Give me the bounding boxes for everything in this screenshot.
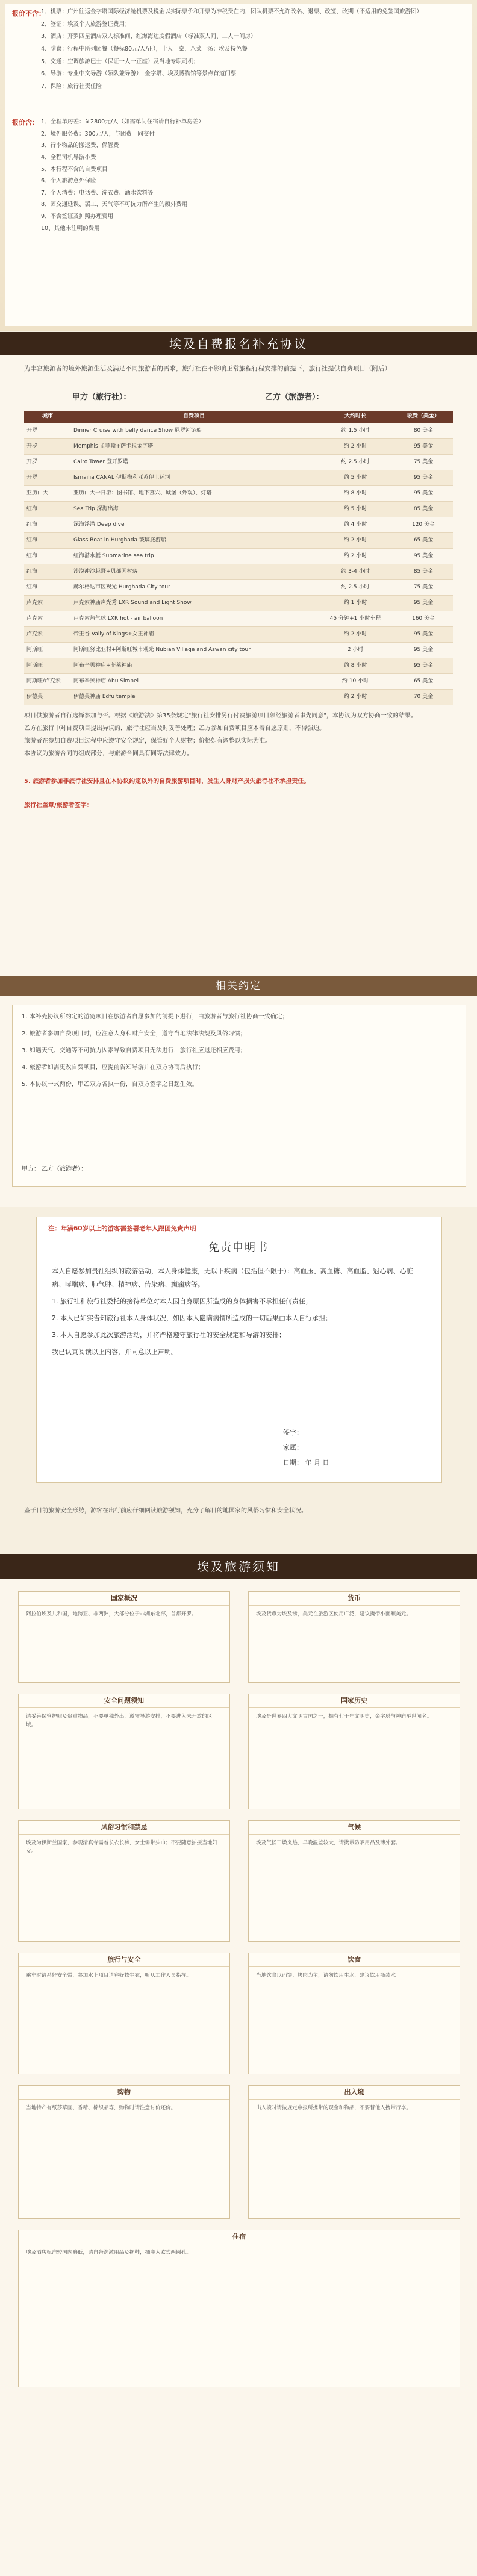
guide-section: [0, 1579, 477, 2576]
table-cell: 约 2.5 小时: [317, 455, 394, 470]
guide-card-title: 气候: [249, 1821, 460, 1835]
fee-item: 5、本行程不含的自费项目: [41, 166, 108, 173]
party-b: 乙方（旅游者）：: [265, 391, 414, 404]
table-cell: 帝王谷 Vally of Kings+女王神庙: [71, 627, 317, 643]
exclusion-item: 5、交通：空调旅游巴士（保证一人一正座）及当地专职司机；: [41, 58, 199, 65]
table-cell: 约 5 小时: [317, 470, 394, 486]
agreement-sign: 甲方： 乙方（旅游者）：: [22, 1166, 87, 1173]
table-row: [24, 690, 453, 705]
guide-card-text: 埃及是世界四大文明古国之一，拥有七千年文明史，金字塔与神庙举世闻名。: [256, 1714, 432, 1720]
table-cell: 亚历山大一日游：图书馆、地下墓穴、城堡（外观）、灯塔: [71, 486, 317, 502]
guide-card-title: 购物: [19, 2086, 229, 2100]
waiver-title: 免责申明书: [208, 1241, 269, 1254]
guide-card-title: 货币: [249, 1592, 460, 1606]
table-cell: 阿布辛贝神庙 Abu Simbel: [71, 674, 317, 690]
guide-card: [248, 1591, 460, 1683]
supplement-term: 项目供旅游者自行选择参加与否。根据《旅游法》第35条规定"旅行社安排另行付费旅游项目须经旅游者事先同意"，本协议为双方协商一致的结果。: [24, 713, 417, 719]
table-cell: Ismailia CANAL 伊斯梅利亚苏伊士运河: [71, 470, 317, 486]
table-cell: Memphis 孟菲斯+萨卡拉金字塔: [71, 439, 317, 455]
guide-card: [248, 2085, 460, 2219]
table-cell: 红海: [24, 517, 71, 533]
table-cell: 65 美金: [394, 533, 453, 549]
fee-item: 3、行李物品的搬运费、保管费: [41, 142, 119, 149]
table-cell: 约 4 小时: [317, 517, 394, 533]
fee-item: 4、全程司机导游小费: [41, 154, 96, 161]
table-cell: Glass Boat in Hurghada 玻璃底游船: [71, 533, 317, 549]
table-cell: 阿斯旺: [24, 658, 71, 674]
guide-card-title: 出入境: [249, 2086, 460, 2100]
table-cell: 95 美金: [394, 439, 453, 455]
table-row: [24, 580, 453, 596]
table-cell: 阿斯旺努比亚村+阿斯旺城市观光 Nubian Village and Aswan city tour: [71, 643, 317, 658]
table-row: [24, 549, 453, 564]
fee-item: 7、个人消费：电话费、洗衣费、酒水饮料等: [41, 189, 154, 196]
guide-card-title: 国家历史: [249, 1694, 460, 1708]
table-cell: 120 美金: [394, 517, 453, 533]
guide-card: [18, 1694, 230, 1809]
table-row: [24, 455, 453, 470]
table-cell: 85 美金: [394, 502, 453, 517]
table-header: 大约时长: [317, 411, 394, 423]
waiver-notice: 注：年满60岁以上的游客需签署老年人跟团免责声明: [48, 1225, 196, 1232]
table-cell: 沙漠冲沙越野+贝都因村落: [71, 564, 317, 580]
exclusion-item: 2、签证：埃及个人旅游签证费用；: [41, 20, 131, 28]
guide-card-text: 埃及为伊斯兰国家，参观清真寺需着长衣长裤，女士需带头巾；不要随意拍摄当地妇女。: [26, 1840, 217, 1854]
table-cell: 约 2 小时: [317, 549, 394, 564]
table-cell: 95 美金: [394, 643, 453, 658]
table-cell: 阿斯旺: [24, 643, 71, 658]
guide-card-text: 埃及气候干燥炎热，早晚温差较大，请携带防晒用品及薄外套。: [256, 1840, 401, 1846]
table-header: 收费（美金）: [394, 411, 453, 423]
exclusion-item: 6、导游：专业中文导游（领队兼导游），金字塔、埃及博物馆等景点首道门票: [41, 70, 237, 78]
guide-card: [18, 1591, 230, 1683]
supplement-section: [0, 355, 477, 976]
table-cell: 伊德芙: [24, 690, 71, 705]
agreement-section: [0, 996, 477, 1207]
table-row: [24, 596, 453, 611]
table-row: [24, 439, 453, 455]
table-row: [24, 627, 453, 643]
waiver-family: 家属：: [283, 1444, 303, 1452]
fee-item: 10、其他未注明的费用: [41, 225, 100, 232]
agreement-item: 5. 本协议一式两份，甲乙双方各执一份，自双方签字之日起生效。: [22, 1081, 198, 1088]
supplement-terms: [24, 711, 453, 761]
waiver-item: 本人自愿参加贵社组织的旅游活动，本人身体健康，无以下疾病（包括但不限于）：高血压、高血糖、高血脂、冠心病、心脏病、哮喘病、肺气肿、精神病、传染病、癫痫病等。: [52, 1267, 413, 1288]
supplement-term: 旅游者在参加自费项目过程中应遵守安全规定，保管好个人财物；价格如有调整以实际为准。: [24, 738, 271, 744]
table-cell: 约 2 小时: [317, 627, 394, 643]
table-row: [24, 564, 453, 580]
guide-title: 埃及旅游须知: [197, 1559, 280, 1574]
table-cell: Dinner Cruise with belly dance Show 尼罗河游船: [71, 423, 317, 439]
table-header: 城市: [24, 411, 71, 423]
exclusions-list: [41, 7, 463, 94]
guide-card: [248, 1953, 460, 2074]
table-cell: 75 美金: [394, 580, 453, 596]
table-header: 自费项目: [71, 411, 317, 423]
table-cell: 约 2.5 小时: [317, 580, 394, 596]
guide-card-text: 阿拉伯埃及共和国，地跨亚、非两洲，大部分位于非洲东北部，首都开罗。: [26, 1611, 197, 1617]
table-row: [24, 470, 453, 486]
agreement-item: 3. 如遇天气、交通等不可抗力因素导致自费项目无法进行，旅行社应退还相应费用；: [22, 1047, 246, 1054]
guide-card-title: 住宿: [19, 2230, 460, 2244]
guide-card-text: 请妥善保管护照及贵重物品，不要单独外出，遵守导游安排，不要进入未开放的区域。: [26, 1714, 213, 1728]
notice-note: 鉴于目前旅游安全形势，游客在出行前应仔细阅读旅游须知，充分了解目的地国家的风俗习惯和安全状况。: [24, 1508, 307, 1514]
table-cell: 约 1 小时: [317, 596, 394, 611]
fee-item: 8、因交通延误、罢工、天气等不可抗力所产生的额外费用: [41, 201, 188, 208]
fee-item: 6、个人旅游意外保险: [41, 178, 96, 185]
supplement-term: 本协议为旅游合同的组成部分，与旅游合同具有同等法律效力。: [24, 750, 193, 757]
table-cell: 约 1.5 小时: [317, 423, 394, 439]
supplement-banner: [0, 332, 477, 355]
table-cell: 深海浮潜 Deep dive: [71, 517, 317, 533]
exclusions-label: 报价不含：: [12, 10, 45, 17]
table-cell: 伊德芙神庙 Edfu temple: [71, 690, 317, 705]
agreement-banner: [0, 976, 477, 996]
guide-card-text: 埃及货币为埃及镑，美元在旅游区使用广泛，建议携带小面额美元。: [256, 1611, 411, 1617]
exclusion-item: 7、保险：旅行社责任险: [41, 83, 102, 90]
table-cell: 2 小时: [317, 643, 394, 658]
guide-card-title: 国家概况: [19, 1592, 229, 1606]
table-cell: 95 美金: [394, 486, 453, 502]
supplement-title: 埃及自费报名补充协议: [169, 337, 308, 351]
table-cell: 开罗: [24, 423, 71, 439]
table-cell: 45 分钟+1 小时车程: [317, 611, 394, 627]
guide-card-title: 旅行与安全: [19, 1953, 229, 1967]
table-cell: 阿斯旺/卢克索: [24, 674, 71, 690]
agreement-item: 2. 旅游者参加自费项目时，应注意人身和财产安全，遵守当地法律法规及风俗习惯；: [22, 1031, 246, 1037]
table-cell: 65 美金: [394, 674, 453, 690]
waiver-item: 2. 本人已如实告知旅行社本人身体状况，如因本人隐瞒病情所造成的一切后果由本人自行承担；: [52, 1314, 332, 1322]
table-cell: 70 美金: [394, 690, 453, 705]
waiver-item: 3. 本人自愿参加此次旅游活动，并将严格遵守旅行社的安全规定和导游的安排；: [52, 1331, 285, 1339]
guide-card-text: 出入境时请按规定申报所携带的现金和物品，不要替他人携带行李。: [256, 2105, 411, 2111]
fee-item: 9、不含签证及护照办理费用: [41, 213, 114, 220]
table-cell: 红海: [24, 564, 71, 580]
fees-section: [0, 0, 477, 331]
waiver-date: 日期： 年 月 日: [283, 1459, 329, 1467]
table-cell: 约 3-4 小时: [317, 564, 394, 580]
guide-card: [18, 1820, 230, 1942]
table-cell: 阿布辛贝神庙+菲莱神庙: [71, 658, 317, 674]
table-row: [24, 611, 453, 627]
table-cell: 95 美金: [394, 627, 453, 643]
guide-card-title: 饮食: [249, 1953, 460, 1967]
waiver-sign: 签字：: [283, 1429, 303, 1436]
table-row: [24, 423, 453, 439]
table-row: [24, 674, 453, 690]
table-cell: Sea Trip 深海出海: [71, 502, 317, 517]
table-row: [24, 486, 453, 502]
table-cell: 95 美金: [394, 549, 453, 564]
table-cell: 约 2 小时: [317, 533, 394, 549]
table-row: [24, 643, 453, 658]
fee-item: 2、境外服务费：300元/人，与团费一同交付: [41, 130, 155, 137]
exclusion-item: 3、酒店：开罗四星酒店双人标准间、红海海边度假酒店（标准双人间、二人一间房）: [41, 33, 257, 40]
party-a: 甲方（旅行社）：: [72, 391, 222, 404]
supplement-sign: 旅行社盖章/旅游者签字：: [24, 802, 93, 809]
guide-card: [18, 2230, 460, 2387]
table-cell: 红海: [24, 549, 71, 564]
waiver-item: 我已认真阅读以上内容，并同意以上声明。: [52, 1348, 178, 1356]
waiver-list: [52, 1265, 425, 1362]
table-cell: 卢克索: [24, 627, 71, 643]
table-cell: 75 美金: [394, 455, 453, 470]
table-row: [24, 517, 453, 533]
table-cell: 红海潜水艇 Submarine sea trip: [71, 549, 317, 564]
guide-card-text: 当地特产有纸莎草画、香精、棉织品等，购物时请注意讨价还价。: [26, 2105, 176, 2111]
exclusion-item: 1、机票：广州往返金字塔国际经济舱机票及税金以实际票价和开票为准税费在内，团队机票不允许改名、退票、改签、改期（不适用的免签国旅游团）: [41, 8, 423, 15]
guide-card-text: 当地饮食以面饼、烤肉为主，请勿饮用生水，建议饮用瓶装水。: [256, 1973, 401, 1979]
agreement-item: 4. 旅游者如需更改自费项目，应提前告知导游并在双方协商后执行；: [22, 1064, 204, 1071]
table-cell: 约 8 小时: [317, 658, 394, 674]
guide-card: [18, 2085, 230, 2219]
table-cell: 红海: [24, 580, 71, 596]
table-cell: 开罗: [24, 470, 71, 486]
exclusion-item: 4、膳食：行程中所列团餐（餐标80元/人/正），十人一桌，八菜一汤；埃及特色餐: [41, 45, 248, 52]
table-cell: 卢克索热气球 LXR hot - air balloon: [71, 611, 317, 627]
table-cell: 红海: [24, 502, 71, 517]
table-cell: 85 美金: [394, 564, 453, 580]
fee-item: 1、全程单房差：￥2800元/人（如需单间住宿请自行补单房差）: [41, 119, 204, 125]
agreement-title: 相关约定: [216, 980, 261, 992]
supplement-term: 乙方在旅行中对自费项目提出异议的，旅行社应当及时妥善处理；乙方参加自费项目应本着自愿原则，不得强迫。: [24, 725, 325, 732]
table-cell: 80 美金: [394, 423, 453, 439]
table-cell: 95 美金: [394, 596, 453, 611]
agreement-list: [22, 1012, 455, 1096]
guide-card-title: 安全问题须知: [19, 1694, 229, 1708]
supplement-intro: 为丰富旅游者的境外旅游生活及满足不同旅游者的需求，旅行社在不影响正常旅程行程安排的前提下，旅行社提供自费项目（附后）: [24, 365, 391, 372]
waiver-item: 1. 旅行社和旅行社委托的接待单位对本人因自身原因所造成的身体损害不承担任何责任；: [52, 1297, 312, 1305]
table-cell: 约 2 小时: [317, 439, 394, 455]
table-cell: 亚历山大: [24, 486, 71, 502]
guide-card: [18, 1953, 230, 2074]
guide-card-title: 风俗习惯和禁忌: [19, 1821, 229, 1835]
table-cell: 卢克索: [24, 611, 71, 627]
table-cell: Cairo Tower 登开罗塔: [71, 455, 317, 470]
table-cell: 赫尔格达市区观光 Hurghada City tour: [71, 580, 317, 596]
waiver-section: [0, 1211, 477, 1494]
fees-list: [41, 117, 463, 235]
guide-card-text: 埃及酒店标准较国内略低，请自备洗漱用品及拖鞋，插座为欧式两圆孔。: [26, 2250, 192, 2256]
guide-card: [248, 1820, 460, 1942]
table-cell: 95 美金: [394, 470, 453, 486]
guide-card-text: 乘车时请系好安全带，参加水上项目请穿好救生衣，听从工作人员指挥。: [26, 1973, 192, 1979]
guide-card: [248, 1694, 460, 1809]
table-cell: 卢克索神庙声光秀 LXR Sound and Light Show: [71, 596, 317, 611]
table-cell: 卢克索: [24, 596, 71, 611]
program-table: [24, 411, 453, 705]
guide-banner: [0, 1554, 477, 1579]
table-row: [24, 502, 453, 517]
supplement-red-note: 5. 旅游者参加非旅行社安排且在本协议约定以外的自费旅游项目时，发生人身财产损失旅行社不承担责任。: [24, 778, 310, 785]
table-cell: 约 2 小时: [317, 690, 394, 705]
table-cell: 开罗: [24, 439, 71, 455]
table-cell: 160 美金: [394, 611, 453, 627]
table-cell: 约 8 小时: [317, 486, 394, 502]
table-cell: 开罗: [24, 455, 71, 470]
table-cell: 约 5 小时: [317, 502, 394, 517]
agreement-item: 1. 本补充协议所约定的游览项目在旅游者自愿参加的前提下进行，由旅游者与旅行社协商一致确定；: [22, 1014, 288, 1020]
table-cell: 约 10 小时: [317, 674, 394, 690]
table-row: [24, 533, 453, 549]
table-row: [24, 658, 453, 674]
table-cell: 红海: [24, 533, 71, 549]
fees-label: 报价含：: [12, 119, 39, 126]
table-cell: 95 美金: [394, 658, 453, 674]
